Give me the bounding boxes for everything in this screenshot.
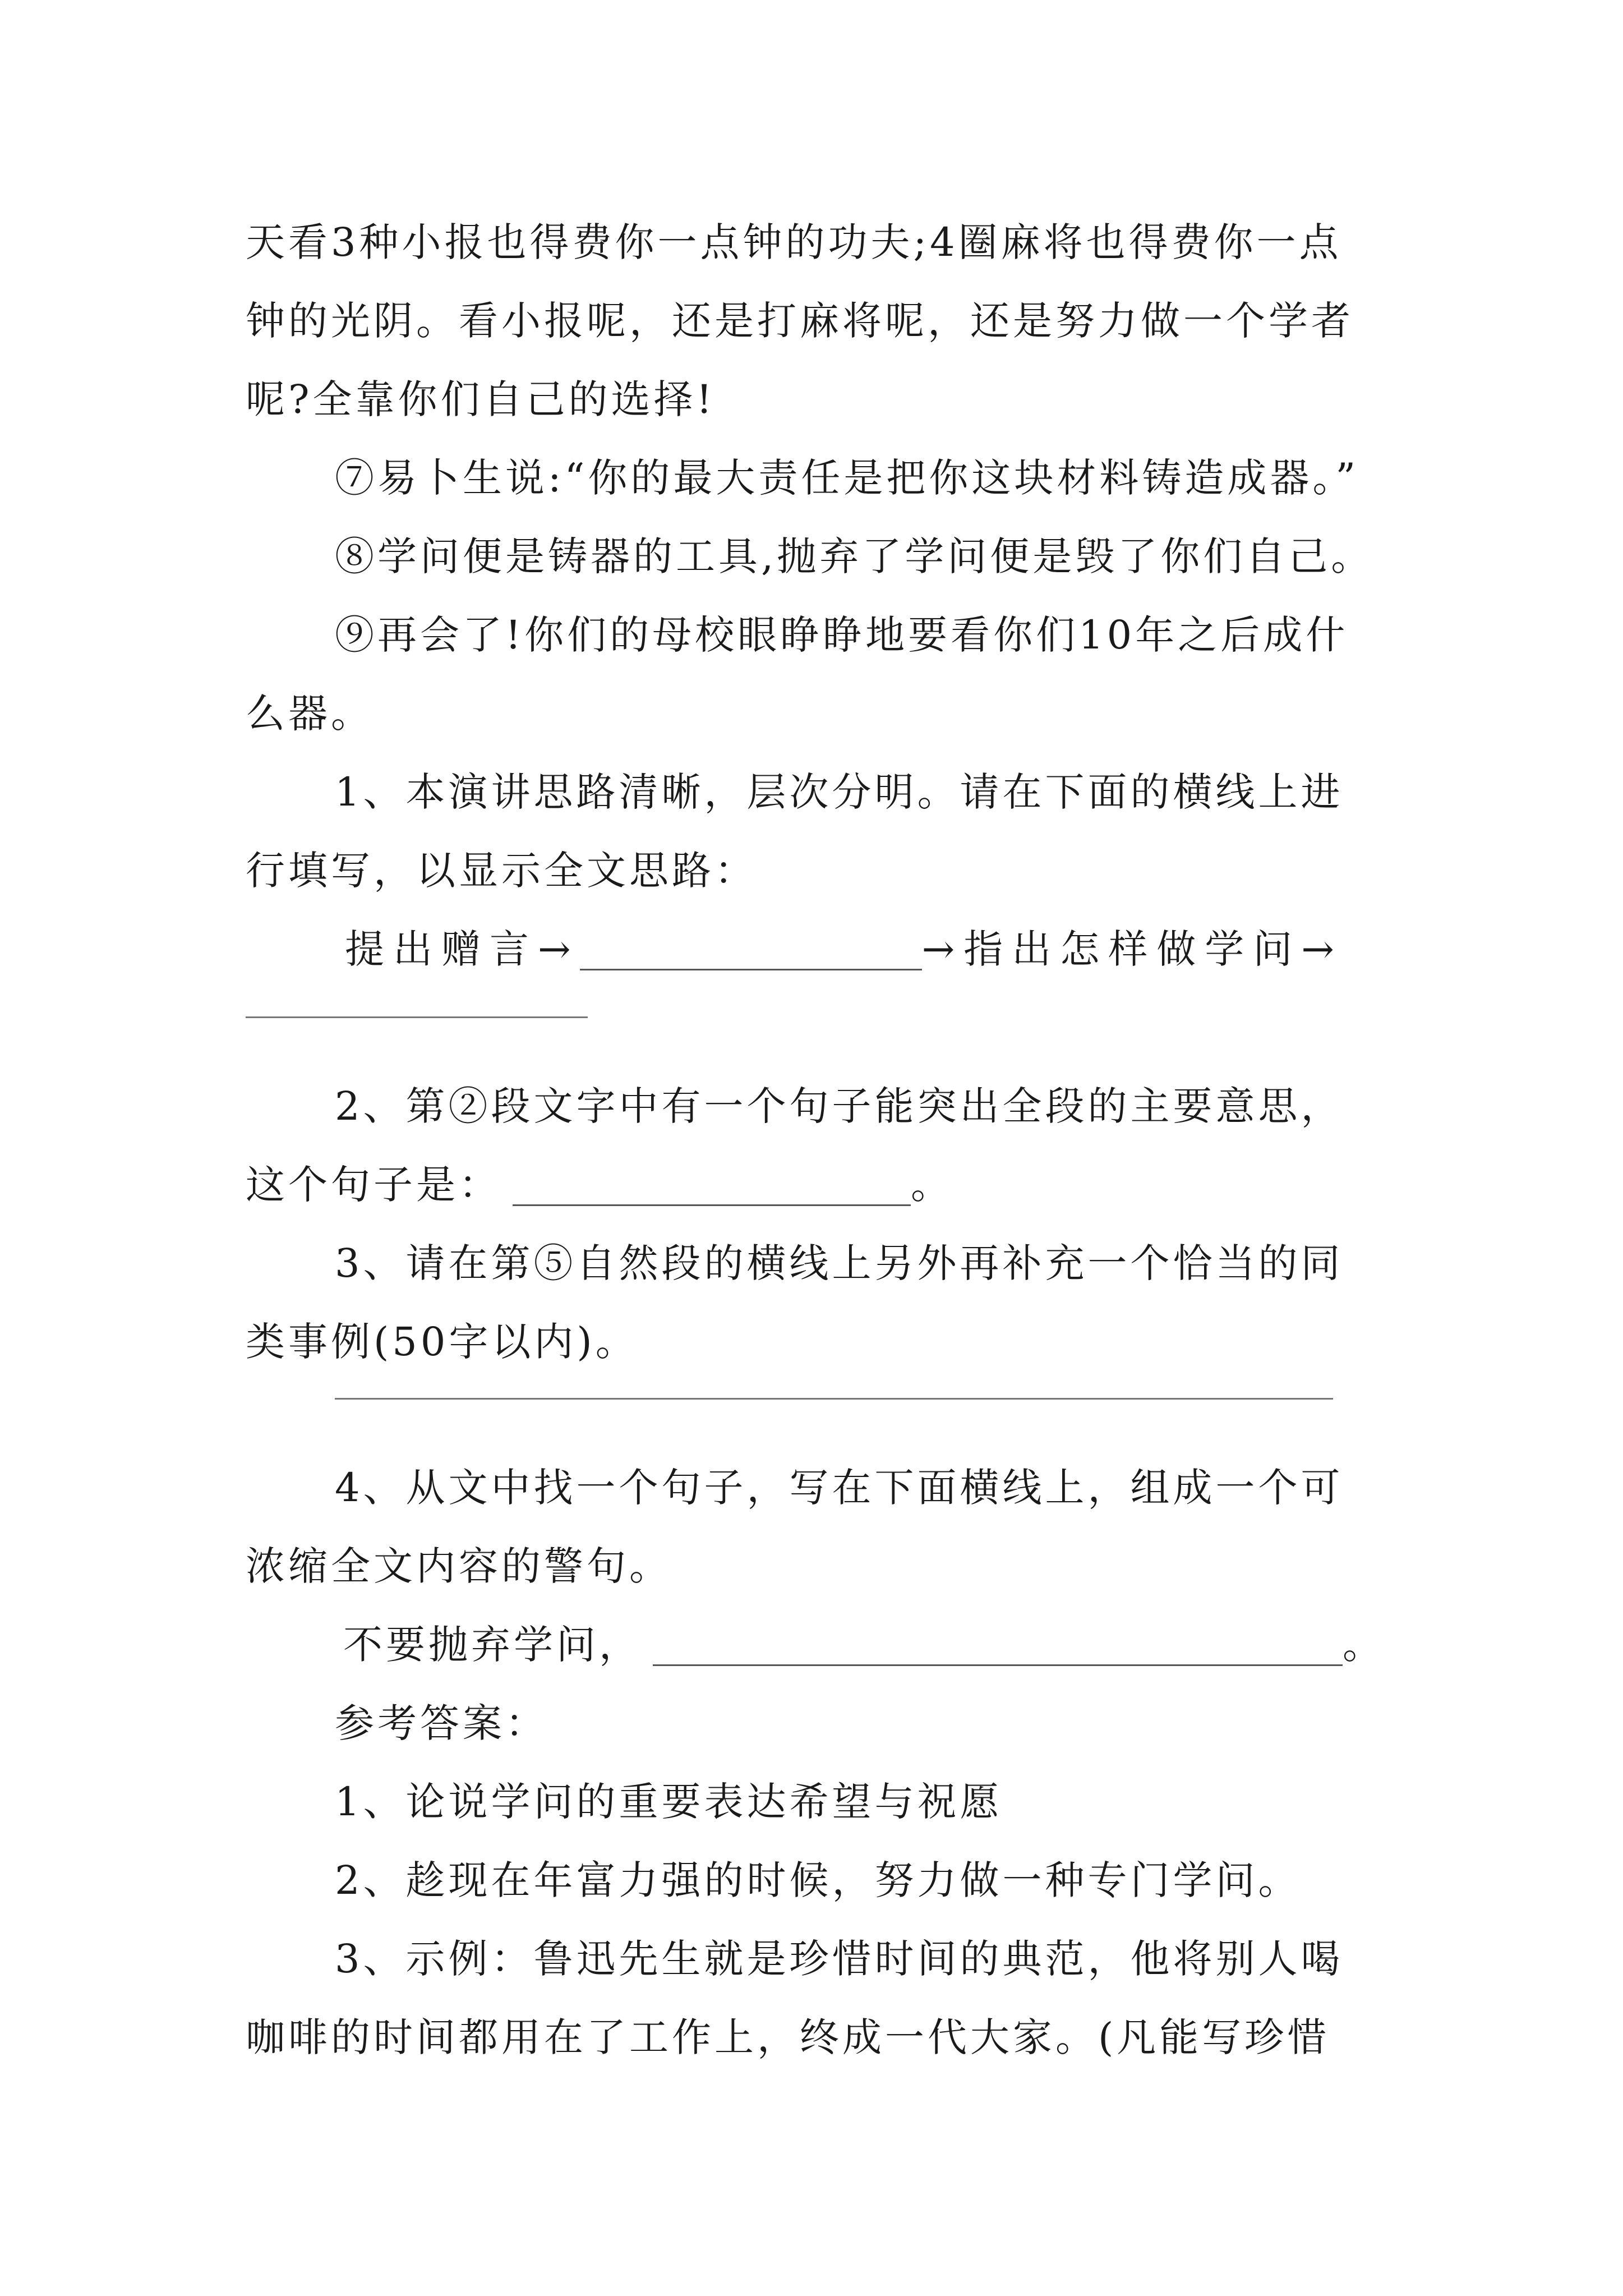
question-2-line-1: 2、第②段文字中有一个句子能突出全段的主要意思， bbox=[335, 1083, 1344, 1129]
question-2-prompt: 这个句子是： bbox=[246, 1162, 501, 1208]
answer-blank[interactable] bbox=[653, 1664, 1343, 1666]
period: 。 bbox=[911, 1162, 953, 1208]
answer-3-line-2: 咖啡的时间都用在了工作上，终成一代大家。(凡能写珍惜 bbox=[246, 2014, 1330, 2060]
answer-blank[interactable] bbox=[513, 1204, 911, 1206]
answer-blank[interactable] bbox=[580, 968, 922, 970]
paragraph-9-line-1: ⑨再会了!你们的母校眼睁睁地要看你们10年之后成什 bbox=[335, 612, 1349, 658]
question-1-line-1: 1、本演讲思路清晰，层次分明。请在下面的横线上进 bbox=[335, 769, 1344, 815]
fill-text-start: 提出赠言→ bbox=[345, 926, 580, 972]
question-4-line-2: 浓缩全文内容的警句。 bbox=[246, 1543, 672, 1589]
paragraph-7: ⑦易卜生说:“你的最大责任是把你这块材料铸造成器。” bbox=[335, 455, 1359, 501]
paragraph-line: 呢?全靠你们自己的选择! bbox=[246, 376, 716, 422]
answers-title: 参考答案： bbox=[335, 1700, 548, 1746]
answer-1: 1、论说学问的重要表达希望与祝愿 bbox=[335, 1779, 1003, 1825]
question-2-line-2 bbox=[246, 1145, 953, 1224]
fill-text-middle: →指出怎样做学问→ bbox=[921, 926, 1343, 972]
question-3-line-2: 类事例(50字以内)。 bbox=[246, 1319, 638, 1365]
question-1-line-2: 行填写，以显示全文思路： bbox=[246, 848, 757, 894]
question-4-fill-line bbox=[343, 1605, 1385, 1684]
question-1-fill-line bbox=[345, 910, 1343, 988]
answer-blank[interactable] bbox=[335, 1398, 1333, 1400]
paragraph-8: ⑧学问便是铸器的工具,抛弃了学问便是毁了你们自己。 bbox=[335, 533, 1374, 579]
paragraph-line: 钟的光阴。看小报呢，还是打麻将呢，还是努力做一个学者 bbox=[246, 298, 1354, 344]
answer-blank[interactable] bbox=[246, 1016, 588, 1018]
paragraph-9-line-2: 么器。 bbox=[246, 691, 374, 737]
paragraph-line: 天看3种小报也得费你一点钟的功夫;4圈麻将也得费你一点 bbox=[246, 219, 1342, 265]
period: 。 bbox=[1343, 1622, 1385, 1668]
question-3-line-1: 3、请在第⑤自然段的横线上另外再补充一个恰当的同 bbox=[335, 1240, 1344, 1286]
question-4-line-1: 4、从文中找一个句子，写在下面横线上，组成一个可 bbox=[335, 1465, 1344, 1511]
fill-text: 不要抛弃学问， bbox=[343, 1622, 642, 1668]
answer-3-line-1: 3、示例：鲁迅先生就是珍惜时间的典范，他将别人喝 bbox=[335, 1936, 1344, 1982]
answer-2: 2、趁现在年富力强的时候，努力做一种专门学问。 bbox=[335, 1857, 1301, 1903]
